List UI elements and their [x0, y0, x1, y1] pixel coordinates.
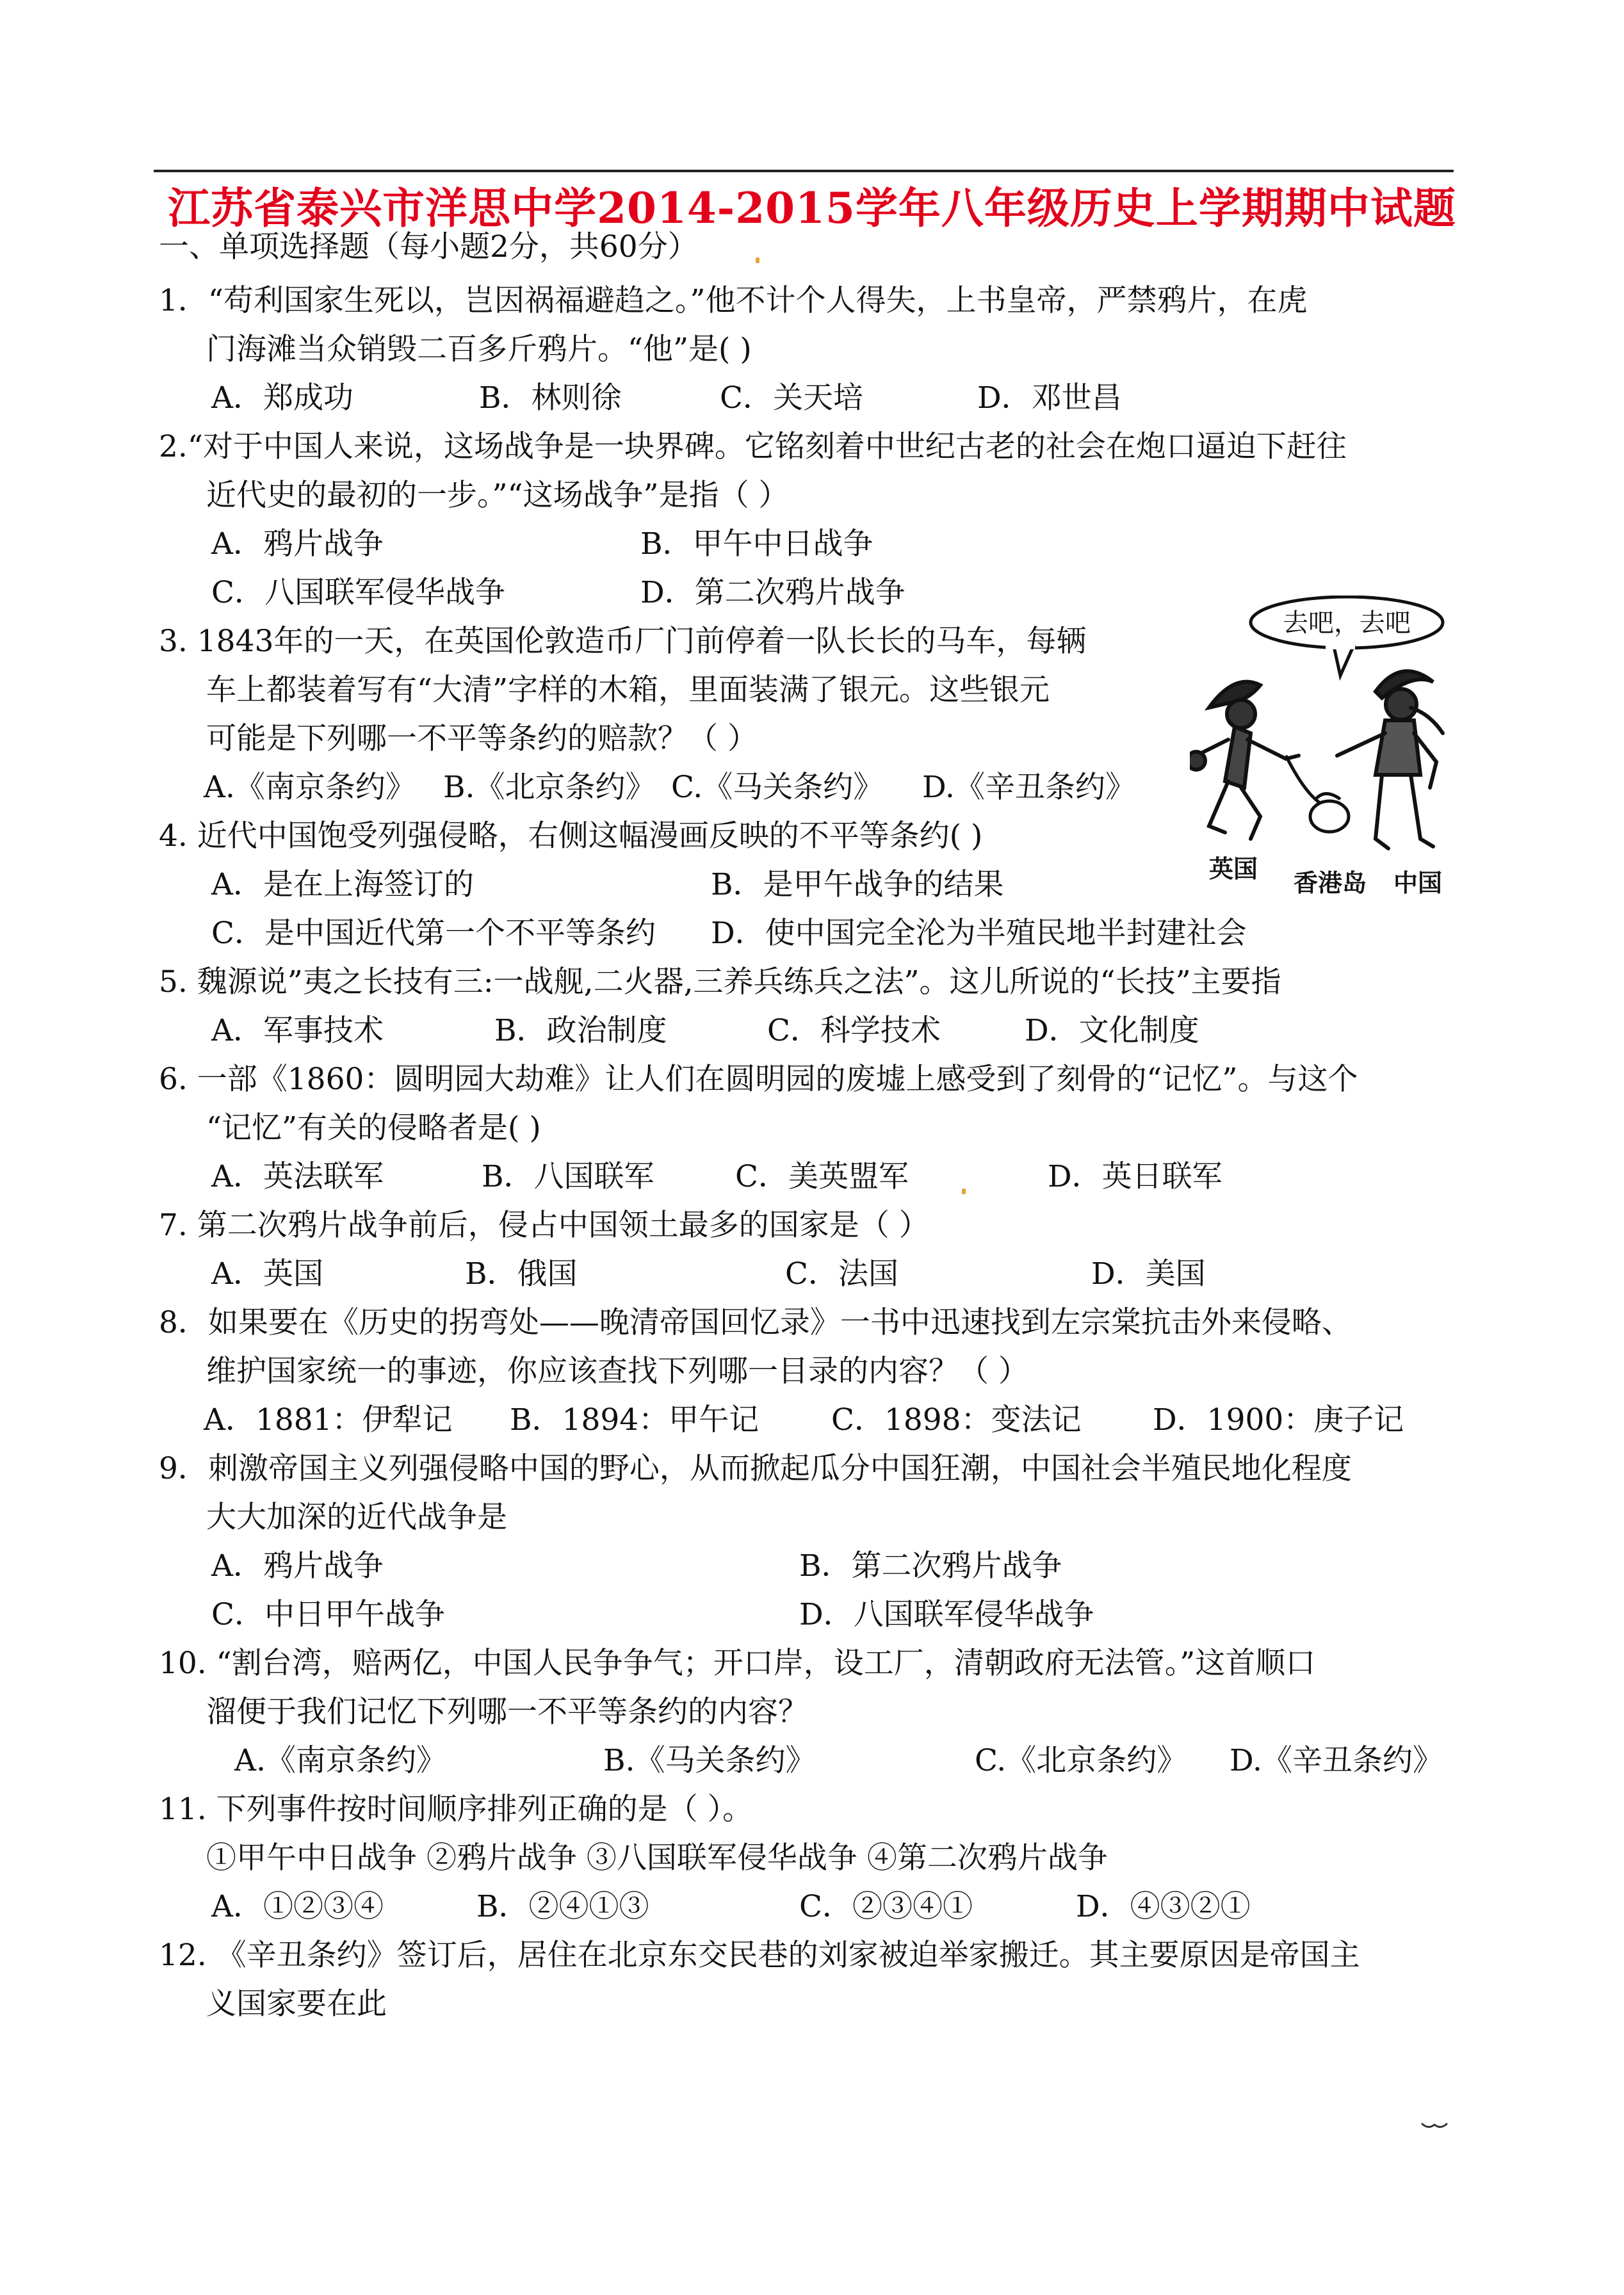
option-b: B．俄国	[465, 1256, 578, 1292]
option-d: D．八国联军侵华战争	[799, 1597, 1094, 1632]
option-c: C．关天培	[720, 380, 863, 416]
question-11-line-1: 11. 下列事件按时间顺序排列正确的是（ ）。	[159, 1792, 753, 1827]
option-d: D．1900：庚子记	[1153, 1402, 1404, 1438]
question-9-line-2: 大大加深的近代战争是	[206, 1500, 507, 1535]
option-c: C．法国	[785, 1256, 898, 1292]
question-8-line-1: 8．如果要在《历史的拐弯处——晚清帝国回忆录》一书中迅速找到左宗棠抗击外来侵略、	[159, 1305, 1352, 1340]
option-b: B．林则徐	[479, 380, 622, 416]
option-a: A．英国	[211, 1256, 323, 1292]
option-a: A．1881：伊犁记	[204, 1402, 453, 1438]
option-d: D．美国	[1091, 1256, 1206, 1292]
option-c: C．是中国近代第一个不平等条约	[211, 916, 656, 951]
option-b: B．是甲午战争的结果	[711, 867, 1004, 902]
option-a: A.《南京条约》	[204, 770, 416, 805]
option-c: C．美英盟军	[735, 1159, 909, 1194]
option-b: B．政治制度	[494, 1013, 667, 1048]
question-1-line-1: 1．“苟利国家生死以，岂因祸福避趋之。”他不计个人得失，上书皇帝，严禁鸦片，在虎	[159, 283, 1308, 318]
option-a: A．郑成功	[211, 380, 353, 416]
label-hongkong: 香港岛	[1294, 869, 1367, 896]
option-b: B．第二次鸦片战争	[799, 1548, 1062, 1584]
question-10-line-1: 10. “割台湾，赔两亿，中国人民争争气；开口岸，设工厂，清朝政府无法管。”这首顺口	[159, 1646, 1316, 1681]
question-3-line-2: 车上都装着写有“大清”字样的木箱，里面装满了银元。这些银元	[206, 672, 1050, 708]
option-c: C．八国联军侵华战争	[211, 575, 505, 610]
question-2-line-1: 2.“对于中国人来说，这场战争是一块界碑。它铭刻着中世纪古老的社会在炮口逼迫下赶往	[159, 429, 1347, 464]
header-rule	[154, 170, 1454, 172]
question-12-line-1: 12. 《辛丑条约》签订后，居住在北京东交民巷的刘家被迫举家搬迁。其主要原因是帝国主	[159, 1938, 1360, 1973]
option-d: D．文化制度	[1025, 1013, 1199, 1048]
option-b: B．八国联军	[482, 1159, 654, 1194]
option-c: C．科学技术	[767, 1013, 941, 1048]
option-c: C．中日甲午战争	[211, 1597, 445, 1632]
chinese-figure	[1337, 671, 1443, 848]
orange-mark	[756, 257, 759, 263]
question-11-line-2: ①甲午中日战争 ②鸦片战争 ③八国联军侵华战争 ④第二次鸦片战争	[206, 1840, 1108, 1876]
option-a: A．①②③④	[211, 1889, 384, 1924]
option-d: D.《辛丑条约》	[922, 770, 1135, 805]
section-heading: 一、单项选择题（每小题2分，共60分）	[159, 229, 698, 264]
label-britain: 英国	[1209, 855, 1258, 883]
option-b: B．1894：甲午记	[510, 1402, 759, 1438]
question-3-line-1: 3. 1843年的一天，在英国伦敦造币厂门前停着一队长长的马车，每辆	[159, 624, 1087, 659]
option-a: A．鸦片战争	[211, 526, 384, 562]
option-b: B.《北京条约》	[443, 770, 656, 805]
question-9-line-1: 9．刺激帝国主义列强侵略中国的野心，从而掀起瓜分中国狂潮，中国社会半殖民地化程度	[159, 1451, 1352, 1486]
british-figure	[1190, 682, 1299, 839]
question-1-line-2: 门海滩当众销毁二百多斤鸦片。“他”是( )	[206, 332, 752, 367]
cartoon-illustration	[1190, 596, 1465, 896]
question-5-line-1: 5. 魏源说”夷之长技有三:一战舰,二火器,三养兵练兵之法”。这儿所说的“长技”主要指	[159, 964, 1281, 1000]
orange-mark	[962, 1188, 966, 1194]
option-d: D．使中国完全沦为半殖民地半封建社会	[711, 916, 1247, 951]
question-10-line-2: 溜便于我们记忆下列哪一不平等条约的内容？	[206, 1694, 808, 1730]
question-7-line-1: 7. 第二次鸦片战争前后，侵占中国领土最多的国家是（ ）	[159, 1208, 929, 1243]
option-d: D.《辛丑条约》	[1230, 1743, 1443, 1778]
hongkong-item	[1286, 756, 1349, 832]
option-a: A.《南京条约》	[234, 1743, 446, 1778]
option-c: C．1898：变法记	[831, 1402, 1082, 1438]
question-3-line-3: 可能是下列哪一不平等条约的赔款？（ ）	[206, 721, 758, 756]
label-china: 中国	[1393, 869, 1443, 896]
option-a: A．军事技术	[211, 1013, 384, 1048]
question-12-line-2: 义国家要在此	[206, 1986, 387, 2022]
option-d: D．邓世昌	[977, 380, 1122, 416]
page-curl-mark	[1420, 2120, 1449, 2132]
option-c: C.《马关条约》	[671, 770, 884, 805]
question-8-line-2: 维护国家统一的事迹，你应该查找下列哪一目录的内容？（ ）	[206, 1354, 1028, 1389]
option-a: A．是在上海签订的	[211, 867, 474, 902]
speech-text: 去吧，去吧	[1283, 608, 1411, 638]
option-b: B．②④①③	[476, 1889, 649, 1924]
option-d: D．第二次鸦片战争	[640, 575, 905, 610]
option-c: C．②③④①	[799, 1889, 973, 1924]
option-d: D．④③②①	[1076, 1889, 1251, 1924]
question-6-line-1: 6. 一部《1860：圆明园大劫难》让人们在圆明园的废墟上感受到了刻骨的“记忆”。与这个	[159, 1062, 1358, 1097]
question-2-line-2: 近代史的最初的一步。”“这场战争”是指（ ）	[206, 478, 789, 513]
question-6-line-2: “记忆”有关的侵略者是( )	[206, 1110, 541, 1146]
option-d: D．英日联军	[1048, 1159, 1222, 1194]
option-b: B.《马关条约》	[603, 1743, 816, 1778]
option-c: C.《北京条约》	[975, 1743, 1187, 1778]
option-a: A．英法联军	[211, 1159, 384, 1194]
page-title: 江苏省泰兴市洋思中学2014-2015学年八年级历史上学期期中试题	[168, 183, 1456, 233]
option-b: B．甲午中日战争	[640, 526, 873, 562]
option-a: A．鸦片战争	[211, 1548, 384, 1584]
question-4-line-1: 4. 近代中国饱受列强侵略，右侧这幅漫画反映的不平等条约( )	[159, 818, 983, 854]
